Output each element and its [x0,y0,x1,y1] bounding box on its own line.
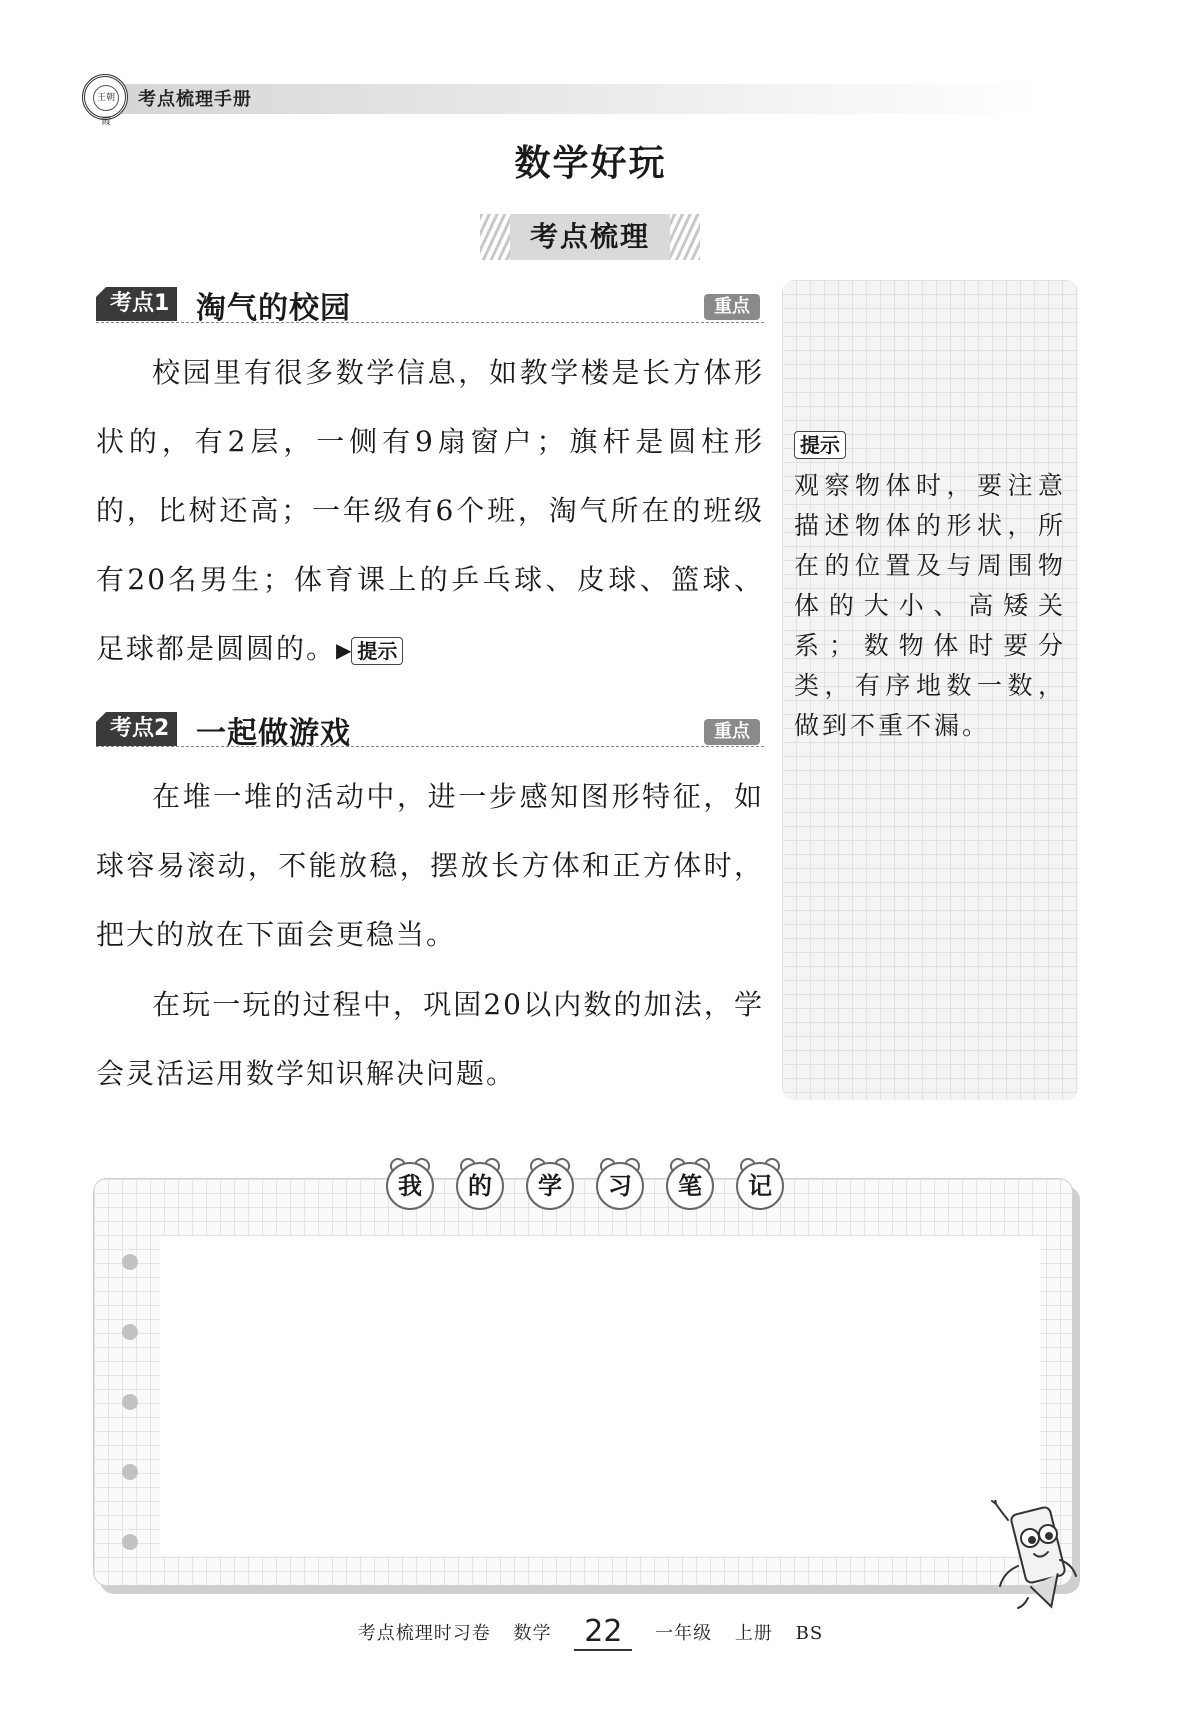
header-bar [120,84,1040,114]
footer-grade: 一年级 [655,1623,713,1644]
section-banner [480,214,700,260]
page-footer [0,1612,1181,1647]
binder-ring-icon [122,1394,138,1410]
topic2-tag: 考点2 [96,712,177,746]
topic1-title: 淘气的校园 [196,291,351,326]
notes-title-char: 的 [456,1162,504,1210]
footer-subject: 数学 [513,1623,552,1644]
footer-volume: 上册 [734,1623,773,1644]
page-number: 22 [574,1614,632,1651]
topic1-paragraph [96,338,764,685]
notes-title-char: 习 [596,1162,644,1210]
notes-writing-area[interactable] [160,1236,1040,1556]
page-title: 数学好玩 [514,143,667,184]
section-banner-label: 考点梳理 [510,214,670,260]
topic1-rule [96,322,764,323]
publisher-logo [82,74,128,127]
side-hint-text: 观察物体时，要注意描述物体的形状，所在的位置及与周围物体的大小、高矮关系；数物体时要分类，有序地数一数，做到不重不漏。 [794,471,1066,740]
topic2-title: 一起做游戏 [196,716,351,751]
topic1-hint-link[interactable]: 提示 [351,637,403,665]
header-title: 考点梳理手册 [138,89,252,110]
binder-ring-icon [122,1324,138,1340]
logo-text: 王朝霞 [93,85,119,111]
topic2-rule [96,746,764,747]
side-hint-label: 提示 [794,431,846,459]
binder-ring-icon [122,1464,138,1480]
footer-edition: BS [795,1623,824,1644]
arrow-right-icon: ▶ [336,638,352,662]
topic1-key-badge: 重点 [704,294,760,320]
notes-title-char: 我 [386,1162,434,1210]
topic1-tag: 考点1 [96,287,177,321]
binder-ring-icon [122,1534,138,1550]
pencil-mascot-icon [988,1500,1080,1612]
topic2-paragraph-2: 在玩一玩的过程中，巩固20以内数的加法，学会灵活运用数学知识解决问题。 [96,988,764,1090]
notes-title-char: 笔 [666,1162,714,1210]
topic2-paragraph-1: 在堆一堆的活动中，进一步感知图形特征，如球容易滚动，不能放稳，摆放长方体和正方体时，把大的放在下面会更稳当。 [96,780,764,951]
binder-ring-icon [122,1254,138,1270]
notes-title-char: 记 [736,1162,784,1210]
topic2-key-badge: 重点 [704,719,760,745]
notes-title-char: 学 [526,1162,574,1210]
footer-book: 考点梳理时习卷 [357,1623,491,1644]
topic1-text: 校园里有很多数学信息，如教学楼是长方体形状的，有2层，一侧有9扇窗户；旗杆是圆柱形的，比树还高；一年级有6个班，淘气所在的班级有20名男生；体育课上的乒乓球、皮球、篮球、足球都是圆圆的。 [96,356,764,665]
